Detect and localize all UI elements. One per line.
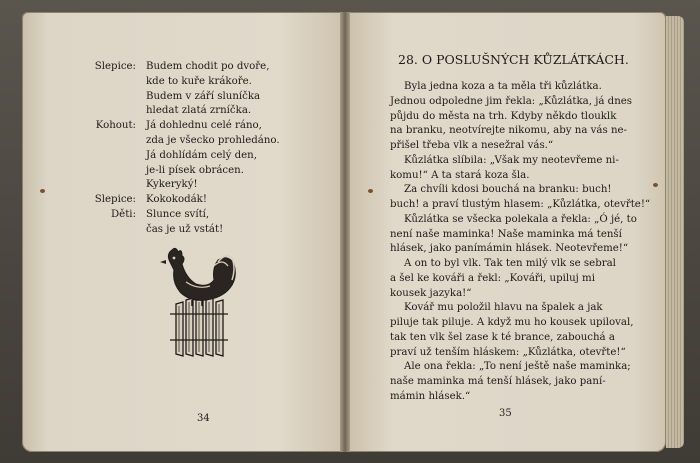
story-line: Za chvíli kdosi bouchá na branku: buch! (404, 184, 612, 196)
story-line: Byla jedna koza a ta měla tři kůzlátka. (404, 81, 602, 92)
story-line: naše maminka má tenší hlásek, jako paní- (390, 376, 606, 387)
poem-verse: Kykeryký! (146, 179, 198, 191)
poem-verse: Budem chodit po dvoře, (146, 61, 270, 72)
poem-speaker: Kohout: (95, 120, 136, 132)
story-line: A on to byl vlk. Tak ten milý vlk se sebral (404, 258, 616, 269)
poem-verse: Já dohlednu celé ráno, (146, 120, 262, 132)
poem-verse: je-li písek obrácen. (146, 164, 244, 176)
story-line: a šel ke kováři a řekl: „Kováři, upiluj mi (390, 272, 595, 284)
poem-verse: Slunce svítí, (146, 209, 210, 220)
story-line: komu!“ A ta stará koza šla. (390, 169, 530, 181)
story-line: tak ten vlk šel zase k té brance, zabouchá a (390, 331, 615, 343)
page-number-left: 34 (197, 413, 210, 424)
story-line: buch! a praví tlustým hlasem: „Kůzlátka, otevřte!“ (390, 199, 651, 210)
story-line: přišel třeba vlk a nesežral vás.“ (390, 140, 554, 151)
poem-verse: Kokokodák! (146, 194, 207, 206)
story-line: půjdu do města na trh. Kdyby někdo tlouklk (390, 110, 617, 122)
poem-verse: kde to kuře krákoře. (146, 75, 252, 87)
story-line: piluje tak piluje. A když mu ho kousek upiloval, (390, 317, 634, 328)
chapter-title: 28. O POSLUŠNÝCH KŮZLÁTKÁCH. (398, 52, 629, 67)
poem-verse: zda je všecko prohledáno. (146, 135, 280, 146)
story-line: hlásek, jako panímámin hlásek. Neotevřeme!“ (390, 243, 629, 255)
poem-verse: Já dohlídám celý den, (146, 149, 257, 161)
poem-verse: Budem v září sluníčka (146, 90, 261, 102)
page-number-right: 35 (499, 408, 512, 419)
story-line: Ale ona řekla: „To není ještě naše maminka; (404, 361, 631, 373)
story-line: není naše maminka! Naše maminka má tenší (390, 228, 622, 240)
poem-speaker: Slepice: (94, 61, 136, 72)
story-line: Kůzlátka se všecka polekala a řekla: „Ó jé, to (404, 213, 637, 225)
story-line: na branku, neotvírejte nikomu, aby na vás ne- (390, 125, 627, 137)
paper-speck (368, 189, 373, 193)
rooster-illustration (156, 244, 240, 360)
story-line: Kovář mu položil hlavu na špalek a jak (404, 302, 603, 314)
paper-speck (40, 189, 45, 193)
book-gutter (340, 12, 350, 452)
poem-verse: čas je už vstát! (146, 223, 224, 235)
story-line: kousek jazyka!“ (390, 287, 472, 299)
story-line: Jednou odpoledne jim řekla: „Kůzlátka, já dnes (390, 95, 633, 107)
story-line: Kůzlátka slíbila: „Však my neotevřeme ni- (404, 154, 619, 166)
paper-speck (653, 183, 658, 187)
page-edges (666, 16, 684, 448)
poem-verse: hledat zlatá zrníčka. (146, 105, 252, 117)
story-line: mámin hlásek.“ (390, 390, 471, 402)
poem-speaker: Slepice: (94, 194, 136, 206)
poem-speaker: Děti: (111, 209, 136, 220)
story-line: praví už tenším hláskem: „Kůzlátka, otevřte!“ (390, 346, 626, 358)
